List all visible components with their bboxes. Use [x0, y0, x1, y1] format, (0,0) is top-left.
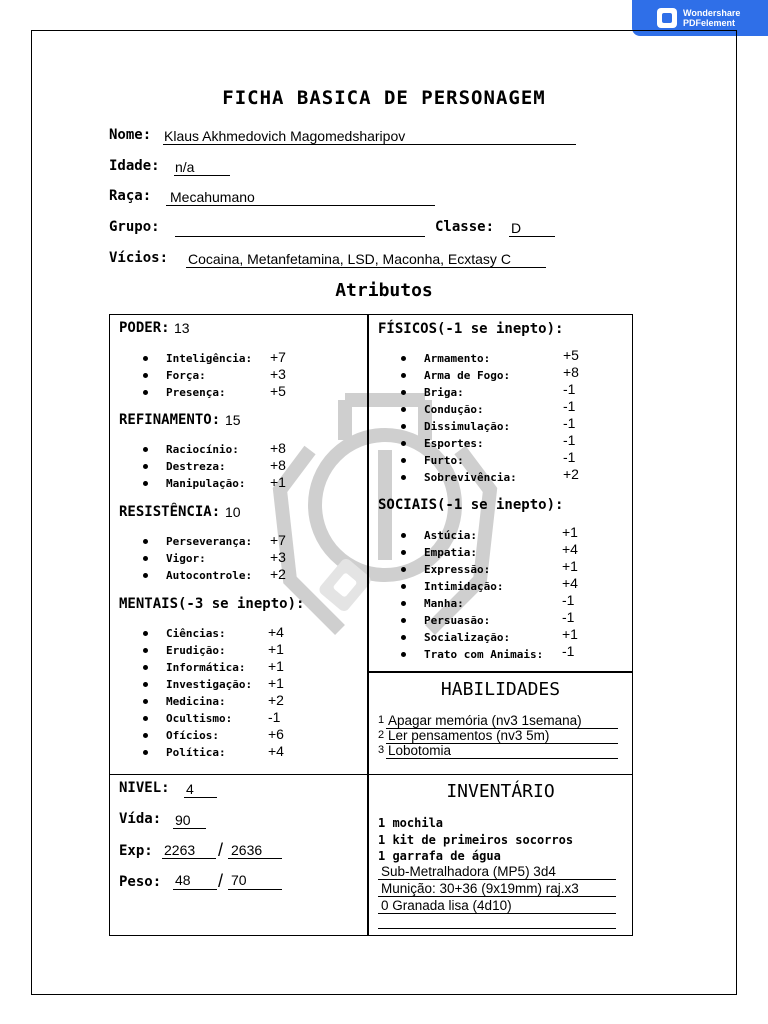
bullet-icon — [143, 356, 148, 361]
refinamento-item-label: Destreza: — [166, 460, 226, 473]
sociais-item-value[interactable]: -1 — [562, 609, 575, 625]
pericias-box — [368, 314, 633, 672]
refinamento-item-value[interactable]: +8 — [270, 457, 286, 473]
bullet-icon — [143, 464, 148, 469]
vida-label: Vída: — [119, 811, 162, 827]
inventario-line-empty[interactable] — [378, 914, 616, 929]
bullet-icon — [401, 390, 406, 395]
fisicos-label: FÍSICOS(-1 se inepto): — [378, 321, 564, 337]
sociais-item-value[interactable]: +1 — [562, 524, 578, 540]
exp-label: Exp: — [119, 843, 153, 859]
mentais-label: MENTAIS(-3 se inepto): — [119, 596, 305, 612]
sociais-item-value[interactable]: -1 — [562, 592, 575, 608]
sociais-item-label: Trato com Animais: — [424, 648, 544, 661]
mentais-item-value[interactable]: +1 — [268, 658, 284, 674]
inventario-title: INVENTÁRIO — [446, 781, 555, 802]
inventario-written-item: Munição: 30+36 (9x19mm) raj.x3 — [381, 881, 579, 896]
mentais-item-value[interactable]: +4 — [268, 743, 284, 759]
habilidade-number: 1 — [378, 714, 385, 726]
sociais-item-value[interactable]: +1 — [562, 558, 578, 574]
page-title: FICHA BASICA DE PERSONAGEM — [222, 87, 546, 109]
poder-item-value[interactable]: +3 — [270, 366, 286, 382]
inventario-written-item: Sub-Metralhadora (MP5) 3d4 — [381, 864, 556, 879]
poder-item-label: Inteligência: — [166, 352, 253, 365]
bullet-icon — [143, 750, 148, 755]
sociais-item-label: Persuasão: — [424, 614, 491, 627]
poder-value: 13 — [174, 320, 190, 336]
bullet-icon — [401, 458, 406, 463]
mentais-item-label: Ciências: — [166, 627, 226, 640]
bullet-icon — [401, 601, 406, 606]
nome-label: Nome: — [109, 127, 152, 143]
resistencia-label: RESISTÊNCIA: — [119, 504, 221, 520]
refinamento-item-value[interactable]: +1 — [270, 474, 286, 490]
sociais-label: SOCIAIS(-1 se inepto): — [378, 497, 564, 513]
bullet-icon — [143, 648, 148, 653]
fisicos-item-value[interactable]: -1 — [563, 398, 576, 414]
bullet-icon — [143, 447, 148, 452]
exp-current-value: 2263 — [164, 842, 196, 858]
bullet-icon — [143, 699, 148, 704]
vida-value: 90 — [175, 812, 191, 828]
peso-slash: / — [218, 871, 224, 891]
refinamento-item-label: Raciocínio: — [166, 443, 239, 456]
classe-value: D — [511, 220, 522, 236]
resistencia-item-label: Perseverança: — [166, 535, 253, 548]
habilidade-text: Ler pensamentos (nv3 5m) — [388, 728, 550, 743]
fisicos-item-value[interactable]: +5 — [563, 347, 579, 363]
mentais-item-label: Ocultismo: — [166, 712, 233, 725]
mentais-item-label: Ofícios: — [166, 729, 219, 742]
resistencia-item-label: Autocontrole: — [166, 569, 253, 582]
sociais-item-value[interactable]: +1 — [562, 626, 578, 642]
poder-item-label: Força: — [166, 369, 206, 382]
fisicos-item-value[interactable]: -1 — [563, 432, 576, 448]
peso-max-value: 70 — [231, 872, 247, 888]
mentais-item-label: Investigação: — [166, 678, 253, 691]
habilidade-number: 3 — [378, 744, 385, 756]
bullet-icon — [401, 407, 406, 412]
mentais-item-label: Medicina: — [166, 695, 226, 708]
poder-item-value[interactable]: +5 — [270, 383, 286, 399]
bullet-icon — [401, 550, 406, 555]
sociais-item-label: Intimidação: — [424, 580, 504, 593]
sociais-item-label: Expressão: — [424, 563, 491, 576]
resistencia-value: 10 — [225, 504, 241, 520]
habilidades-title: HABILIDADES — [440, 679, 561, 700]
sociais-item-value[interactable]: +4 — [562, 541, 578, 557]
bullet-icon — [143, 390, 148, 395]
exp-max-value: 2636 — [231, 842, 263, 858]
fisicos-item-value[interactable]: +2 — [563, 466, 579, 482]
bullet-icon — [401, 533, 406, 538]
fisicos-item-value[interactable]: -1 — [563, 449, 576, 465]
peso-label: Peso: — [119, 874, 162, 890]
sociais-item-label: Socialização: — [424, 631, 511, 644]
bullet-icon — [401, 424, 406, 429]
mentais-item-value[interactable]: +6 — [268, 726, 284, 742]
fisicos-item-value[interactable]: -1 — [563, 415, 576, 431]
bullet-icon — [401, 584, 406, 589]
fisicos-item-label: Armamento: — [424, 352, 491, 365]
fisicos-item-label: Arma de Fogo: — [424, 369, 511, 382]
bullet-icon — [143, 716, 148, 721]
inventario-written-item: 0 Granada lisa (4d10) — [381, 898, 512, 913]
badge-product: PDFelement — [683, 18, 736, 28]
vicios-label: Vícios: — [109, 250, 169, 266]
fisicos-item-label: Briga: — [424, 386, 464, 399]
bullet-icon — [143, 665, 148, 670]
mentais-item-label: Erudição: — [166, 644, 226, 657]
mentais-item-value[interactable]: +1 — [268, 641, 284, 657]
sociais-item-label: Empatia: — [424, 546, 477, 559]
exp-slash: / — [218, 840, 224, 860]
mentais-item-label: Política: — [166, 746, 226, 759]
grupo-label: Grupo: — [109, 219, 160, 235]
poder-item-label: Presença: — [166, 386, 226, 399]
fisicos-item-label: Sobrevivência: — [424, 471, 517, 484]
sociais-item-label: Manha: — [424, 597, 464, 610]
bullet-icon — [143, 556, 148, 561]
bullet-icon — [143, 682, 148, 687]
bullet-icon — [401, 356, 406, 361]
bullet-icon — [143, 733, 148, 738]
bullet-icon — [401, 441, 406, 446]
badge-brand: Wondershare — [683, 8, 741, 18]
mentais-item-value[interactable]: +1 — [268, 675, 284, 691]
habilidade-number: 2 — [378, 729, 385, 741]
nome-value: Klaus Akhmedovich Magomedsharipov — [164, 128, 406, 144]
resistencia-item-value[interactable]: +2 — [270, 566, 286, 582]
atributos-title: Atributos — [335, 280, 433, 301]
refinamento-item-value[interactable]: +8 — [270, 440, 286, 456]
nivel-value: 4 — [186, 781, 194, 797]
resistencia-item-label: Vigor: — [166, 552, 206, 565]
resistencia-item-value[interactable]: +3 — [270, 549, 286, 565]
poder-label: PODER: — [119, 320, 170, 336]
peso-current-value: 48 — [175, 872, 191, 888]
refinamento-label: REFINAMENTO: — [119, 412, 221, 428]
fisicos-item-label: Furto: — [424, 454, 464, 467]
fisicos-item-value[interactable]: -1 — [563, 381, 576, 397]
mentais-item-value[interactable]: +2 — [268, 692, 284, 708]
sociais-item-value[interactable]: +4 — [562, 575, 578, 591]
mentais-item-label: Informática: — [166, 661, 246, 674]
fisicos-item-value[interactable]: +8 — [563, 364, 579, 380]
bullet-icon — [401, 618, 406, 623]
raca-value: Mecahumano — [170, 189, 255, 205]
inventario-item: 1 garrafa de água — [378, 849, 501, 863]
bullet-icon — [401, 373, 406, 378]
bullet-icon — [143, 373, 148, 378]
inventario-item: 1 kit de primeiros socorros — [378, 832, 574, 847]
fisicos-item-label: Dissimulação: — [424, 420, 511, 433]
bullet-icon — [401, 567, 406, 572]
habilidade-text: Apagar memória (nv3 1semana) — [388, 713, 582, 728]
mentais-item-value[interactable]: +4 — [268, 624, 284, 640]
fisicos-item-label: Condução: — [424, 403, 484, 416]
nivel-label: NIVEL: — [119, 780, 170, 796]
mentais-item-value[interactable]: -1 — [268, 709, 281, 725]
classe-label: Classe: — [435, 219, 495, 235]
resistencia-item-value[interactable]: +7 — [270, 532, 286, 548]
bullet-icon — [143, 631, 148, 636]
sociais-item-value[interactable]: -1 — [562, 643, 575, 659]
pdfelement-logo-icon — [657, 8, 677, 28]
bullet-icon — [401, 635, 406, 640]
sociais-item-label: Astúcia: — [424, 529, 477, 542]
vicios-value: Cocaina, Metanfetamina, LSD, Maconha, Ecxtasy C — [188, 251, 511, 267]
grupo-field[interactable] — [175, 220, 425, 237]
poder-item-value[interactable]: +7 — [270, 349, 286, 365]
bullet-icon — [143, 539, 148, 544]
bullet-icon — [401, 475, 406, 480]
habilidade-text: Lobotomia — [388, 743, 452, 758]
bullet-icon — [143, 481, 148, 486]
idade-label: Idade: — [109, 158, 160, 174]
refinamento-item-label: Manipulação: — [166, 477, 246, 490]
bullet-icon — [143, 573, 148, 578]
refinamento-value: 15 — [225, 412, 241, 428]
raca-label: Raça: — [109, 188, 152, 204]
idade-value: n/a — [175, 159, 195, 175]
inventario-item: 1 mochila — [378, 816, 444, 830]
fisicos-item-label: Esportes: — [424, 437, 484, 450]
bullet-icon — [401, 652, 406, 657]
